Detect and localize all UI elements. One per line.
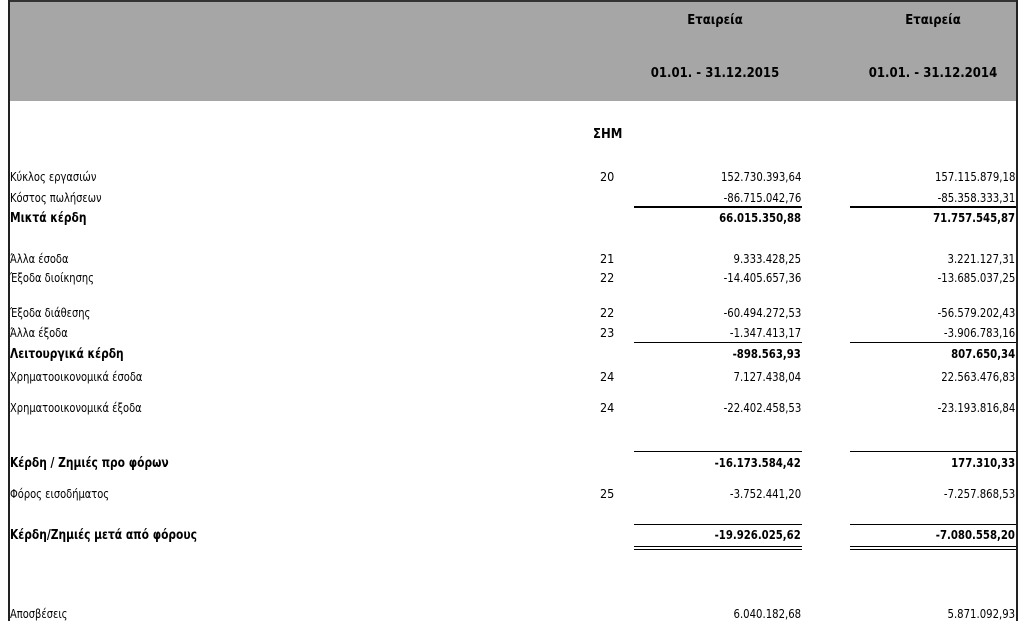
col-2015-company-header: Εταιρεία (687, 13, 743, 28)
row-value-2014: -85.358.333,31 (937, 190, 1015, 205)
row-value-2015: -16.173.584,42 (714, 455, 801, 470)
row-note: 24 (600, 369, 615, 384)
row-value-2015: 7.127.438,04 (733, 369, 801, 384)
row-value-2014: 5.871.092,93 (947, 606, 1015, 621)
row-note: 25 (600, 486, 615, 501)
subtotal-rule (634, 451, 802, 452)
row-value-2014: 807.650,34 (950, 346, 1015, 361)
row-value-2015: -60.494.272,53 (723, 305, 801, 320)
row-label: Κέρδη / Ζημιές προ φόρων (10, 455, 169, 471)
row-value-2014: -23.193.816,84 (937, 400, 1015, 415)
row-value-2015: -3.752.441,20 (729, 486, 801, 501)
row-label: Μικτά κέρδη (10, 210, 87, 226)
row-value-2014: -13.685.037,25 (937, 270, 1015, 285)
row-value-2014: -56.579.202,43 (937, 305, 1015, 320)
row-label: Φόρος εισοδήματος (10, 486, 110, 501)
row-value-2015: -86.715.042,76 (723, 190, 801, 205)
row-value-2015: -1.347.413,17 (729, 325, 801, 340)
row-note: 20 (600, 169, 615, 184)
row-label: Αποσβέσεις (10, 606, 68, 621)
row-label: Κόστος πωλήσεων (10, 190, 102, 205)
row-value-2015: -22.402.458,53 (723, 400, 801, 415)
subtotal-rule (634, 206, 802, 208)
row-note: 21 (600, 251, 615, 266)
total-double-rule (850, 546, 1016, 550)
row-label: Κύκλος εργασιών (10, 169, 97, 184)
subtotal-rule (850, 206, 1016, 208)
row-label: Χρηματοοικονομικά έσοδα (10, 369, 143, 384)
row-value-2014: 3.221.127,31 (947, 251, 1015, 266)
row-value-2014: 157.115.879,18 (934, 169, 1015, 184)
subtotal-rule (634, 342, 802, 343)
row-value-2014: 71.757.545,87 (933, 210, 1015, 225)
subtotal-rule (850, 524, 1016, 525)
row-value-2014: -7.257.868,53 (943, 486, 1015, 501)
row-value-2014: 177.310,33 (950, 455, 1015, 470)
row-note: 22 (600, 270, 615, 285)
row-value-2014: -7.080.558,20 (935, 527, 1015, 542)
row-label: Άλλα έσοδα (10, 251, 69, 266)
row-label: Άλλα έξοδα (10, 325, 68, 340)
row-label: Έξοδα διάθεσης (10, 305, 91, 320)
row-value-2015: -14.405.657,36 (723, 270, 801, 285)
note-column-header: ΣΗΜ (593, 127, 623, 142)
col-2014-company-header: Εταιρεία (905, 13, 961, 28)
subtotal-rule (634, 524, 802, 525)
row-value-2015: 6.040.182,68 (733, 606, 801, 621)
subtotal-rule (850, 342, 1016, 343)
col-2015-period-header: 01.01. - 31.12.2015 (650, 66, 780, 81)
row-value-2015: -898.563,93 (732, 346, 801, 361)
row-value-2015: 152.730.393,64 (720, 169, 801, 184)
row-value-2015: -19.926.025,62 (714, 527, 801, 542)
col-2014-period-header: 01.01. - 31.12.2014 (868, 66, 998, 81)
row-label: Χρηματοοικονομικά έξοδα (10, 400, 142, 415)
row-value-2015: 9.333.428,25 (733, 251, 801, 266)
total-double-rule (634, 546, 802, 550)
row-value-2014: -3.906.783,16 (943, 325, 1015, 340)
row-note: 22 (600, 305, 615, 320)
row-label: Κέρδη/Ζημιές μετά από φόρους (10, 527, 197, 543)
row-value-2014: 22.563.476,83 (940, 369, 1015, 384)
row-label: Έξοδα διοίκησης (10, 270, 94, 285)
row-value-2015: 66.015.350,88 (719, 210, 801, 225)
row-note: 24 (600, 400, 615, 415)
row-note: 23 (600, 325, 615, 340)
row-label: Λειτουργικά κέρδη (10, 346, 124, 362)
subtotal-rule (850, 451, 1016, 452)
